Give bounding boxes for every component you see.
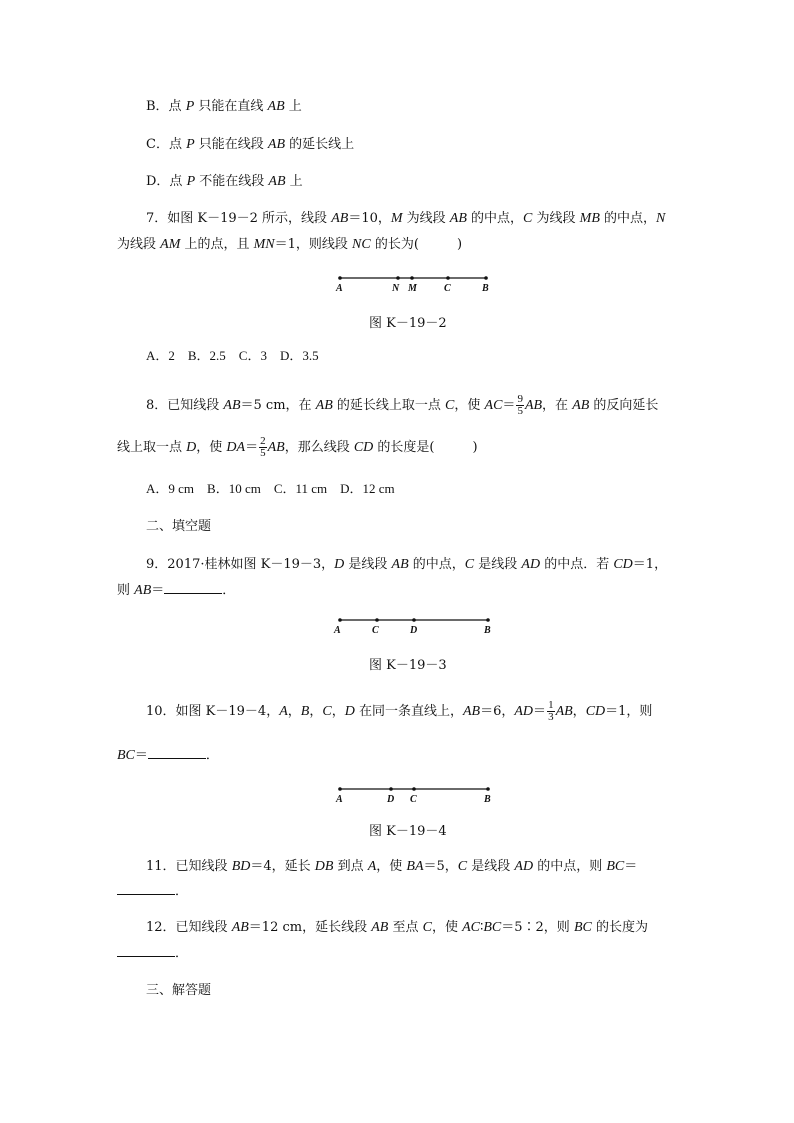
q12-text-line2: ． [117, 944, 188, 963]
q7-label-b: B [482, 283, 489, 294]
q10-label-b: B [484, 794, 491, 805]
q10-text-line2: BC＝ ． [117, 748, 219, 763]
section-heading-fill-in: 二、填空题 [146, 519, 212, 534]
q10-point-a [338, 787, 342, 791]
q7-label-c: C [444, 283, 451, 294]
q9-figure [330, 612, 500, 642]
q6-option-d: D．点 P 不能在线段 AB 上 [146, 174, 303, 189]
q10-caption: 图 K－19－4 [369, 824, 447, 839]
q10-text-line1: 10．如图 K－19－4，A，B，C，D 在同一条直线上，AB＝6，AD＝ $\frac{1}{3}$ AB，CD＝1，则 [146, 699, 653, 723]
q7-text-line2: 为线段 AM 上的点，且 MN＝1，则线段 NC 的长为( ) [117, 237, 463, 252]
q10-point-b [486, 787, 490, 791]
q7-label-m: M [408, 283, 417, 294]
q9-caption: 图 K－19－3 [369, 658, 447, 673]
q10-label-a: A [336, 794, 343, 805]
q9-point-b [486, 618, 490, 622]
q9-point-c [375, 618, 379, 622]
q7-label-a: A [336, 283, 343, 294]
q7-caption: 图 K－19－2 [369, 316, 447, 331]
q10-label-c: C [410, 794, 417, 805]
q7-options: A．2 B．2.5 C．3 D．3.5 [146, 348, 319, 363]
q7-point-n [396, 276, 400, 280]
q9-point-d [412, 618, 416, 622]
q10-point-c [412, 787, 416, 791]
q8-fraction-9-5: $\frac{9}{5}$ [517, 393, 523, 417]
q10-label-d: D [387, 794, 395, 805]
q11-text-line2: ． [117, 882, 188, 901]
q10-figure [330, 781, 500, 811]
q8-text-line1: 8．已知线段 AB＝5 cm，在 AB 的延长线上取一点 C，使 AC＝ $\frac{9}{5}$ AB，在 AB 的反向延长 [146, 393, 659, 417]
q7-point-c [446, 276, 450, 280]
q11-answer-blank [117, 882, 175, 895]
q10-fraction-1-3: $\frac{1}{3}$ [548, 699, 554, 723]
q9-label-b: B [484, 625, 491, 636]
q7-point-a [338, 276, 342, 280]
q7-point-b [484, 276, 488, 280]
q9-label-d: D [410, 625, 418, 636]
q8-fraction-2-5: $\frac{2}{5}$ [260, 435, 266, 459]
q11-text-line1: 11．已知线段 BD＝4，延长 DB 到点 A，使 BA＝5，C 是线段 AD 的中点，则 BC＝ [146, 859, 638, 874]
q6-option-b: B．点 P 只能在直线 AB 上 [146, 99, 302, 114]
q9-label-c: C [372, 625, 379, 636]
q10-point-d [389, 787, 393, 791]
q8-text-line2: 线上取一点 D，使 DA＝ $\frac{2}{5}$ AB，那么线段 CD 的长度是( ) [117, 435, 478, 459]
q9-answer-blank [164, 581, 222, 594]
q9-text-line2: 则 AB＝ ． [117, 583, 236, 598]
q10-answer-blank [148, 746, 206, 759]
q7-text-line1: 7．如图 K－19－2 所示，线段 AB＝10，M 为线段 AB 的中点，C 为线段 MB 的中点，N [146, 211, 666, 226]
q9-point-a [338, 618, 342, 622]
q7-figure [330, 270, 500, 300]
section-heading-solutions: 三、解答题 [146, 983, 212, 998]
q7-label-n: N [392, 283, 400, 294]
q12-text-line1: 12．已知线段 AB＝12 cm，延长线段 AB 至点 C，使 AC∶BC＝5∶2，则 BC 的长度为 [146, 920, 648, 935]
q7-point-m [410, 276, 414, 280]
q9-text-line1: 9．2017·桂林如图 K－19－3，D 是线段 AB 的中点，C 是线段 AD 的中点．若 CD＝1， [146, 557, 668, 572]
q12-answer-blank [117, 944, 175, 957]
q8-options: A．9 cm B．10 cm C．11 cm D．12 cm [146, 481, 395, 496]
q6-option-c: C．点 P 只能在线段 AB 的延长线上 [146, 137, 355, 152]
q9-label-a: A [334, 625, 341, 636]
